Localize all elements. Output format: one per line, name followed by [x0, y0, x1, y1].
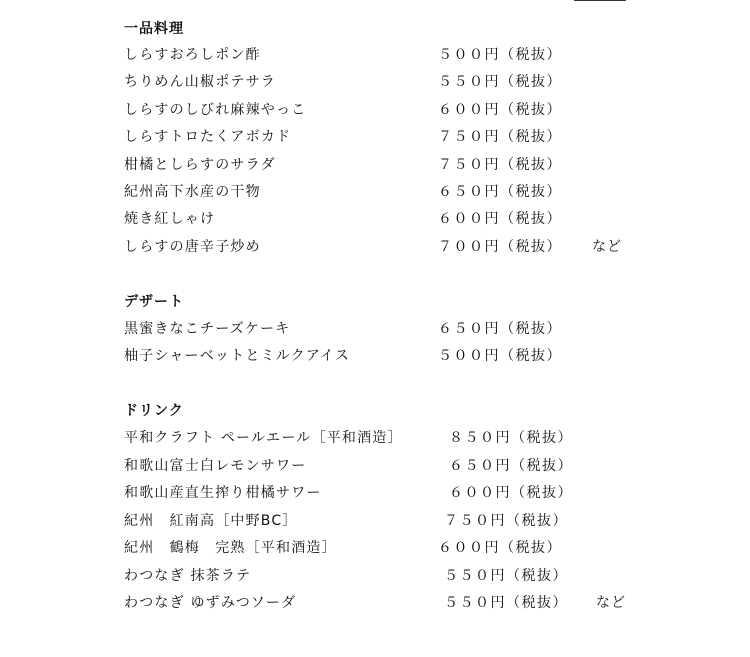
menu-item-price: ７５０円（税抜）	[438, 129, 562, 145]
menu-item-price: ５００円（税抜）	[438, 348, 562, 364]
menu-item	[124, 45, 644, 65]
menu-item-price: ５５０円（税抜）	[444, 595, 568, 611]
menu-item	[124, 428, 644, 448]
menu-item-name: 紀州 紅南高［中野BC］	[124, 513, 298, 529]
menu-item-price: ８５０円（税抜）	[449, 430, 573, 446]
menu-item-name: 和歌山富士白レモンサワー	[124, 458, 307, 474]
menu-item-name: 紀州高下水産の干物	[124, 184, 261, 200]
menu-item-etc-note: など	[592, 239, 622, 255]
menu-item-name: しらすおろしポン酢	[124, 47, 261, 63]
menu-item	[124, 511, 644, 531]
menu-item-name: わつなぎ 抹茶ラテ	[124, 568, 252, 584]
menu-item	[124, 456, 644, 476]
menu-item-name: 平和クラフト ペールエール［平和酒造］	[124, 430, 403, 446]
menu-item-name: 紀州 鶴梅 完熟［平和酒造］	[124, 540, 337, 556]
menu-item	[124, 155, 644, 175]
menu-item-name: 黒蜜きなこチーズケーキ	[124, 321, 291, 337]
menu-item-price: ５５０円（税抜）	[444, 568, 568, 584]
menu-item	[124, 182, 644, 202]
menu-item-name: 柚子シャーベットとミルクアイス	[124, 348, 351, 364]
menu-item-price: ６５０円（税抜）	[438, 321, 562, 337]
menu-item-price: ６００円（税抜）	[438, 211, 562, 227]
menu-item	[124, 319, 644, 339]
section-heading-appetizers: 一品料理	[124, 21, 184, 37]
menu-item-price: ７５０円（税抜）	[444, 513, 568, 529]
menu-item-price: ７００円（税抜）	[438, 239, 562, 255]
menu-item-name: 和歌山産直生搾り柑橘サワー	[124, 485, 322, 501]
menu-item	[124, 346, 644, 366]
menu-item-name: ちりめん山椒ポテサラ	[124, 74, 276, 90]
menu-item-name: わつなぎ ゆずみつソーダ	[124, 595, 297, 611]
menu-item	[124, 538, 644, 558]
menu-item-price: ６００円（税抜）	[449, 485, 573, 501]
menu-item-price: ６５０円（税抜）	[449, 458, 573, 474]
menu-item-price: ５００円（税抜）	[438, 47, 562, 63]
menu-item-name: しらすのしびれ麻辣やっこ	[124, 102, 307, 118]
menu-item-price: ７５０円（税抜）	[438, 157, 562, 173]
menu-item-price: ６００円（税抜）	[438, 540, 562, 556]
menu-item-etc-note: など	[596, 595, 626, 611]
menu-item-price: ６５０円（税抜）	[438, 184, 562, 200]
menu-item	[124, 593, 644, 613]
menu-item	[124, 237, 644, 257]
menu-item	[124, 483, 644, 503]
menu-item-price: ５５０円（税抜）	[438, 74, 562, 90]
menu-item	[124, 566, 644, 586]
menu-item	[124, 127, 644, 147]
menu-item	[124, 100, 644, 120]
menu-item-name: 焼き紅しゃけ	[124, 211, 216, 227]
menu-item	[124, 72, 644, 92]
top-divider	[574, 0, 626, 1]
section-heading-desserts: デザート	[124, 294, 184, 310]
menu-item-price: ６００円（税抜）	[438, 102, 562, 118]
menu-item-name: 柑橘としらすのサラダ	[124, 157, 276, 173]
menu-item	[124, 209, 644, 229]
menu-item-name: しらすの唐辛子炒め	[124, 239, 261, 255]
section-heading-drinks: ドリンク	[124, 403, 184, 419]
menu-item-name: しらすトロたくアボカド	[124, 129, 292, 145]
